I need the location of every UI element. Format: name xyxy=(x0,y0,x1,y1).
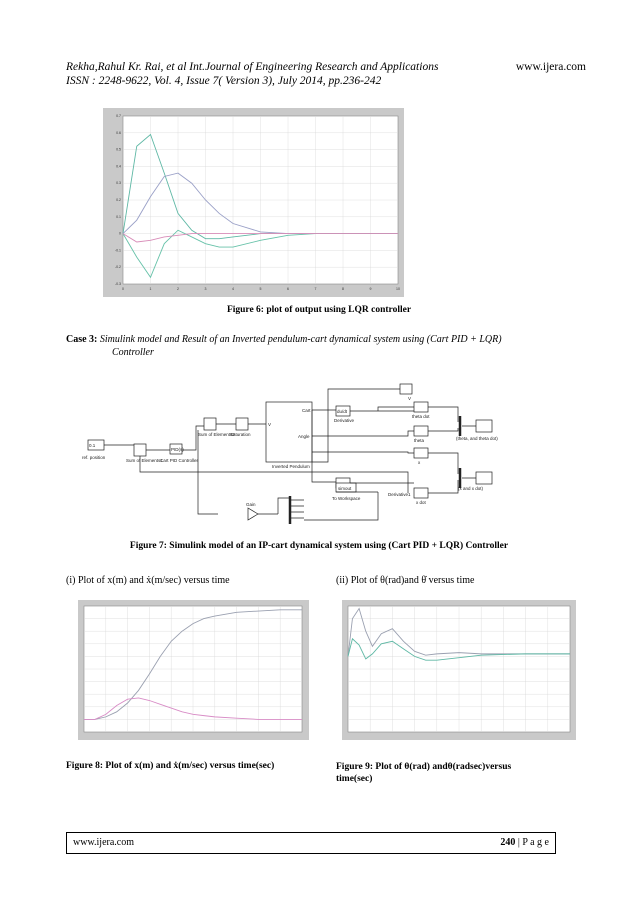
pid-text: PID(s) xyxy=(171,447,184,452)
footer-page xyxy=(500,837,549,848)
figure9-caption xyxy=(336,761,576,785)
plot-title-right: (ii) Plot of θ(rad)and θ̇ versus time xyxy=(336,575,475,586)
x-tick-label: 3 xyxy=(204,287,207,291)
x-tick-label: 10 xyxy=(396,287,400,291)
header-issn: ISSN : 2248-9622, Vol. 4, Issue 7( Version 3), July 2014, pp.236-242 xyxy=(66,75,382,87)
case3-text2: Controller xyxy=(112,347,154,358)
sum1-block xyxy=(134,444,146,456)
to-ws-label: To Workspace xyxy=(332,496,361,501)
figure7-simulink-diagram xyxy=(78,380,508,530)
ref-label-text: ref. position xyxy=(82,455,106,460)
gain-label: Gain xyxy=(246,502,256,507)
header-citation: Rekha,Rahul Kr. Rai, et al Int.Journal of Engineering Research and Applications xyxy=(66,61,439,73)
scope-x-pair xyxy=(476,472,492,484)
running-header xyxy=(66,60,586,88)
scope-x xyxy=(414,448,428,458)
saturation-label: Saturation xyxy=(230,432,251,437)
figure9-caption-line1: Figure 9: Plot of θ(rad) andθ(radsec)versus xyxy=(336,762,512,772)
x-tick-label: 1 xyxy=(149,287,152,291)
x-tick-label: 9 xyxy=(369,287,372,291)
x-tick-label: 0 xyxy=(122,287,124,291)
figure8-frame xyxy=(78,600,309,740)
y-tick-label: -0.2 xyxy=(114,265,121,270)
pid-label: Cart PID Controller xyxy=(160,458,199,463)
y-tick-label: 0.4 xyxy=(116,164,121,169)
y-tick-label: -0.1 xyxy=(114,248,121,253)
angle-port: Angle xyxy=(298,434,310,439)
y-tick-label: 0.3 xyxy=(116,181,121,186)
figure7-caption: Figure 7: Simulink model of an IP-cart dynamical system using (Cart PID + LQR) Controller xyxy=(129,541,509,551)
x-scope-label: x xyxy=(418,460,421,465)
figure9-frame xyxy=(342,600,576,740)
figure8-chart xyxy=(78,600,309,740)
figure6-caption: Figure 6: plot of output using LQR controller xyxy=(226,305,412,315)
footer-website[interactable]: www.ijera.com xyxy=(73,837,134,848)
y-tick-label: -0.3 xyxy=(114,282,121,286)
sum2-block xyxy=(204,418,216,430)
x-tick-label: 7 xyxy=(314,287,317,291)
scope-x-dot xyxy=(414,488,428,498)
case3-label: Case 3: xyxy=(66,334,98,345)
x-tick-label: 6 xyxy=(287,287,289,291)
y-tick-label: 0.2 xyxy=(116,198,121,202)
y-tick-label: 0.5 xyxy=(116,147,121,152)
figure9-caption-line2: time(sec) xyxy=(336,774,373,784)
y-tick-label: 0.6 xyxy=(116,130,121,135)
case3-text: Simulink model and Result of an Inverted pendulum-cart dynamical system using (Cart PID + LQR) xyxy=(99,334,502,345)
scope-theta xyxy=(414,426,428,436)
x-dot-label: x dot xyxy=(416,500,426,505)
scope-theta-dot xyxy=(414,402,428,412)
figure8-caption: Figure 8: Plot of x(m) and ẋ(m/sec) versus time(sec) xyxy=(66,761,275,771)
y-tick-label: 0.1 xyxy=(116,214,121,219)
v-port: V xyxy=(268,422,272,427)
deriv-text: du/dt xyxy=(337,409,348,414)
x-pair-label: (x and x dot) xyxy=(458,486,484,491)
scope-v xyxy=(400,384,412,394)
x-tick-label: 5 xyxy=(259,287,262,291)
sum2-label: Sum of Elements2 xyxy=(198,432,235,437)
footer-page-label: | P a g e xyxy=(515,837,549,848)
case3-paragraph xyxy=(66,333,586,359)
theta-pair-label: (theta, and theta dot) xyxy=(456,436,498,441)
x-tick-label: 4 xyxy=(232,287,234,291)
plot-title-left: (i) Plot of x(m) and ẋ(m/sec) versus time xyxy=(66,575,230,586)
footer-bar xyxy=(66,832,556,854)
y-tick-label: 0 xyxy=(119,231,121,236)
header-website[interactable]: www.ijera.com xyxy=(515,61,586,73)
figure6-frame xyxy=(103,108,404,297)
deriv-label: Derivative xyxy=(334,418,355,423)
scope-v-label: V xyxy=(408,396,412,401)
figure9-chart xyxy=(342,600,576,740)
x-tick-label: 8 xyxy=(342,287,344,291)
figure6-chart xyxy=(103,108,404,297)
scope-theta-pair xyxy=(476,420,492,432)
footer-page-number: 240 xyxy=(500,837,516,848)
deriv1-label: Derivative1 xyxy=(388,492,411,497)
cart-port: Cart xyxy=(302,408,311,413)
saturation-block xyxy=(236,418,248,430)
x-tick-label: 2 xyxy=(177,287,179,291)
pendulum-label: Inverted Pendulum xyxy=(272,464,310,469)
sum1-label: Sum of Elements1 xyxy=(126,458,163,463)
ref-value-text: 0.1 xyxy=(89,443,96,448)
y-tick-label: 0.7 xyxy=(116,114,121,118)
simout-text: simout xyxy=(338,486,352,491)
theta-label: theta xyxy=(414,438,425,443)
theta-dot-label: theta dot xyxy=(412,414,430,419)
